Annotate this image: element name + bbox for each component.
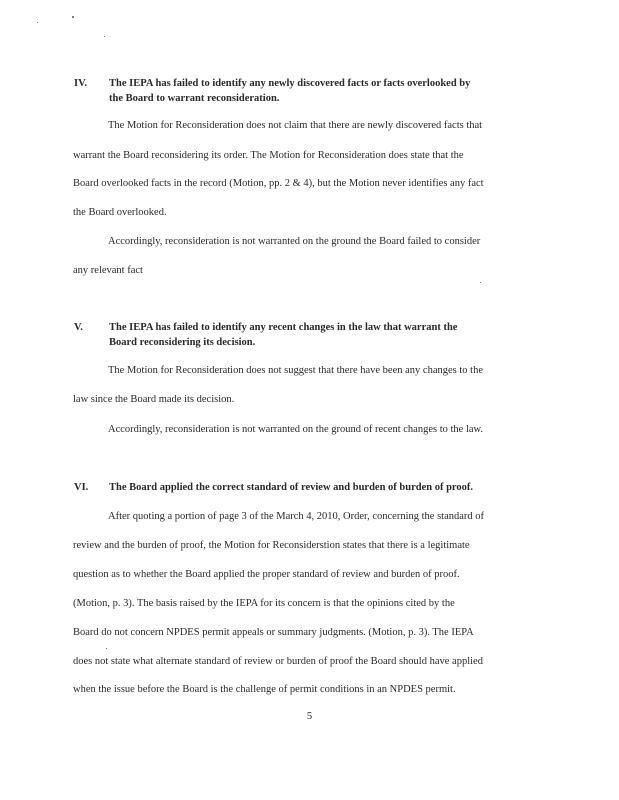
scan-speck bbox=[104, 36, 105, 37]
scan-speck bbox=[106, 648, 107, 649]
body-line: warrant the Board reconsidering its order. The Motion for Reconsideration does state that the bbox=[73, 150, 464, 161]
body-line: Board do not concern NPDES permit appeals or summary judgments. (Motion, p. 3). The IEPA bbox=[73, 627, 474, 638]
scan-speck bbox=[37, 22, 38, 23]
heading-line: The IEPA has failed to identify any newly discovered facts or facts overlooked by bbox=[109, 78, 471, 89]
heading-line: The Board applied the correct standard of review and burden of burden of proof. bbox=[109, 482, 474, 493]
page-number: 5 bbox=[306, 711, 313, 722]
scan-speck bbox=[480, 282, 481, 283]
section-number: IV. bbox=[74, 78, 87, 89]
body-line: Accordingly, reconsideration is not warranted on the ground of recent changes to the law. bbox=[108, 424, 484, 435]
body-line: Accordingly, reconsideration is not warranted on the ground the Board failed to consider bbox=[108, 236, 481, 247]
body-line: review and the burden of proof, the Motion for Reconsiderstion states that there is a legitimate bbox=[73, 540, 470, 551]
body-line: the Board overlooked. bbox=[73, 207, 167, 218]
body-line: question as to whether the Board applied the proper standard of review and burden of proof. bbox=[73, 569, 460, 580]
section-number: VI. bbox=[74, 482, 89, 493]
body-line: (Motion, p. 3). The basis raised by the IEPA for its concern is that the opinions cited by the bbox=[73, 598, 455, 609]
heading-line: the Board to warrant reconsideration. bbox=[109, 93, 280, 104]
body-line: when the issue before the Board is the challenge of permit conditions in an NPDES permit. bbox=[73, 684, 456, 695]
body-line: The Motion for Reconsideration does not claim that there are newly discovered facts that bbox=[108, 120, 483, 131]
heading-line: The IEPA has failed to identify any recent changes in the law that warrant the bbox=[109, 322, 458, 333]
heading-line: Board reconsidering its decision. bbox=[109, 337, 256, 348]
body-line: law since the Board made its decision. bbox=[73, 394, 235, 405]
scan-speck bbox=[72, 16, 74, 18]
body-line: any relevant fact bbox=[73, 265, 143, 276]
body-line: does not state what alternate standard of review or burden of proof the Board should have applied bbox=[73, 656, 483, 667]
body-line: Board overlooked facts in the record (Motion, pp. 2 & 4), but the Motion never identifies any fact bbox=[73, 178, 484, 189]
body-line: The Motion for Reconsideration does not suggest that there have been any changes to the bbox=[108, 365, 483, 376]
body-line: After quoting a portion of page 3 of the March 4, 2010, Order, concerning the standard of bbox=[108, 511, 485, 522]
section-number: V. bbox=[74, 322, 83, 333]
